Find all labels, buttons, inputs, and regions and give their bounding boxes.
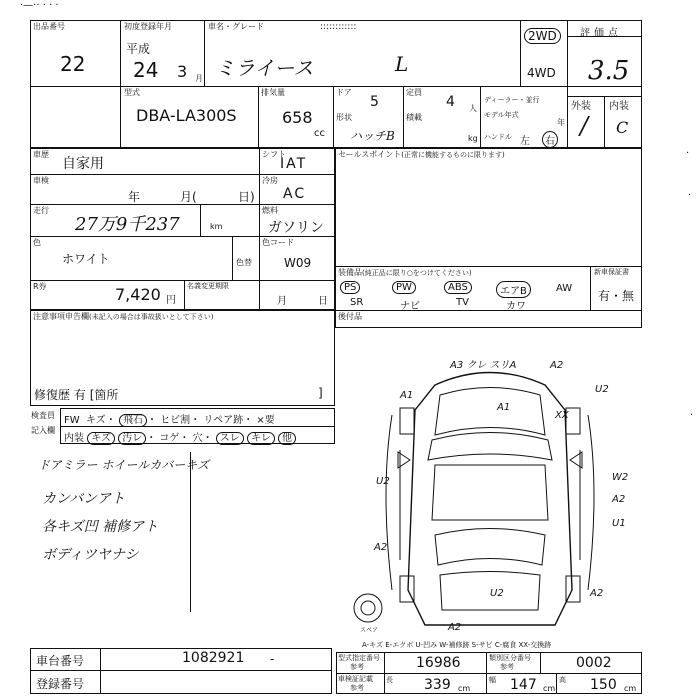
warranty-value: 有・無: [598, 289, 635, 303]
equipment-label: 装備品(純正品に限り○をつけてください): [338, 268, 472, 277]
car-grade: L: [395, 52, 409, 76]
model-year-label: モデル年式: [484, 111, 519, 119]
shape-label: 形状: [336, 113, 352, 122]
fuel-value: ガソリン: [268, 220, 324, 236]
doors-label: ドア: [336, 88, 352, 97]
mark-a2-br: A2: [590, 588, 604, 599]
mark-xx: XX: [555, 410, 569, 421]
mark-a1-left: A1: [400, 390, 414, 401]
handle-label: ハンドル: [484, 133, 512, 141]
shape-value: ハッチB: [350, 129, 395, 143]
shift-value: IAT: [280, 156, 308, 172]
cert-number: 16986: [416, 655, 461, 671]
exterior-label: 外装: [571, 101, 591, 112]
first-reg-label: 初度登録年月: [124, 22, 172, 31]
aftermarket-label: 後付品: [338, 312, 362, 321]
handle-right: 右: [542, 131, 558, 148]
repair-history: 修復歴 有 [箇所: [34, 388, 119, 402]
class-number: 0002: [576, 655, 612, 671]
sales-point-label: セールスポイント(正常に機能するものに限ります): [338, 150, 505, 159]
sales-equipment-grid: [335, 148, 642, 328]
note-line-2: カンバンアト: [42, 491, 126, 507]
mark-u2-tr: U2: [595, 384, 609, 395]
doors-value: 5: [370, 94, 379, 110]
color-value: ホワイト: [62, 252, 110, 266]
reg-year: 24: [133, 58, 159, 82]
color-code: W09: [284, 256, 312, 270]
capacity-label: 定員: [406, 88, 422, 97]
ac-value: AC: [283, 186, 307, 202]
model-label: 型式: [124, 88, 140, 97]
mark-top: A3 クレ スリA: [450, 360, 517, 371]
displacement-label: 排気量: [261, 88, 285, 97]
reg-month: 3: [177, 62, 188, 81]
note-line-4: ボディツヤナシ: [42, 547, 139, 563]
interior-grade: C: [616, 118, 629, 137]
svg-text:A2: A2: [550, 360, 564, 371]
inspector-row2: 内装 キズ 汚レ ・ コゲ・ 穴・ スレ キレ 他: [64, 429, 296, 444]
svg-text:スペア: スペア: [360, 627, 379, 634]
damage-legend: A-キズ E-エクボ U-凹み W-補修跡 S-サビ C-腐食 XX-交換跡: [362, 641, 552, 649]
model-code: DBA-LA300S: [136, 106, 237, 125]
exterior-grade: /: [580, 112, 589, 140]
inspector-row1: FW キズ・ 飛石 ・ ヒビ割・ リペア跡・ ×要: [64, 415, 275, 426]
era: 平成: [126, 42, 151, 56]
width-value: 147: [510, 677, 537, 693]
drive-2wd: 2WD: [524, 28, 561, 44]
score-value: 3.5: [588, 56, 630, 86]
chassis-number: 1082921: [182, 650, 245, 666]
lot-number: 22: [60, 52, 86, 76]
score-label: 評価点: [580, 28, 622, 39]
handle-left: 左: [520, 136, 530, 147]
notes-label: 注意事項申告欄(未記入の場合は事故扱いとして下さい): [33, 312, 214, 321]
name-grade-label: 車名・グレード: [208, 22, 264, 31]
note-line-3: 各キズ凹 補修アト: [42, 519, 159, 535]
length-value: 339: [424, 677, 451, 693]
mark-a2-right: A2: [612, 494, 626, 505]
note-line-1: ドアミラー ホイールカバーキズ: [38, 458, 209, 472]
mark-u2-bottom: U2: [490, 588, 504, 599]
mark-a1-center: A1: [497, 402, 511, 413]
mark-w2: W2: [612, 472, 629, 483]
car-damage-diagram: [340, 340, 640, 645]
vehicle-type: 自家用: [62, 156, 104, 172]
capacity-value: 4: [446, 94, 455, 110]
drive-4wd: 4WD: [527, 66, 556, 80]
mark-a2-bottom: A2: [448, 622, 462, 633]
recycle-fee: 7,420: [115, 285, 161, 304]
interior-label: 内装: [609, 101, 629, 112]
height-value: 150: [590, 677, 617, 693]
header-scrawl: ·—·· · · ·: [20, 0, 59, 11]
load-label: 積載: [406, 113, 422, 122]
mark-u2-left: U2: [376, 476, 390, 487]
reg-no-label: 登録番号: [36, 677, 85, 691]
mark-u1: U1: [612, 518, 626, 529]
car-name: ミライース: [215, 56, 314, 80]
lot-label: 出品番号: [33, 22, 65, 31]
dealer-label: ディーラー・並行: [484, 96, 540, 104]
displacement-value: 658: [282, 108, 313, 127]
mileage-value: 27万9千237: [75, 214, 180, 235]
mark-a2-left: A2: [374, 542, 388, 553]
